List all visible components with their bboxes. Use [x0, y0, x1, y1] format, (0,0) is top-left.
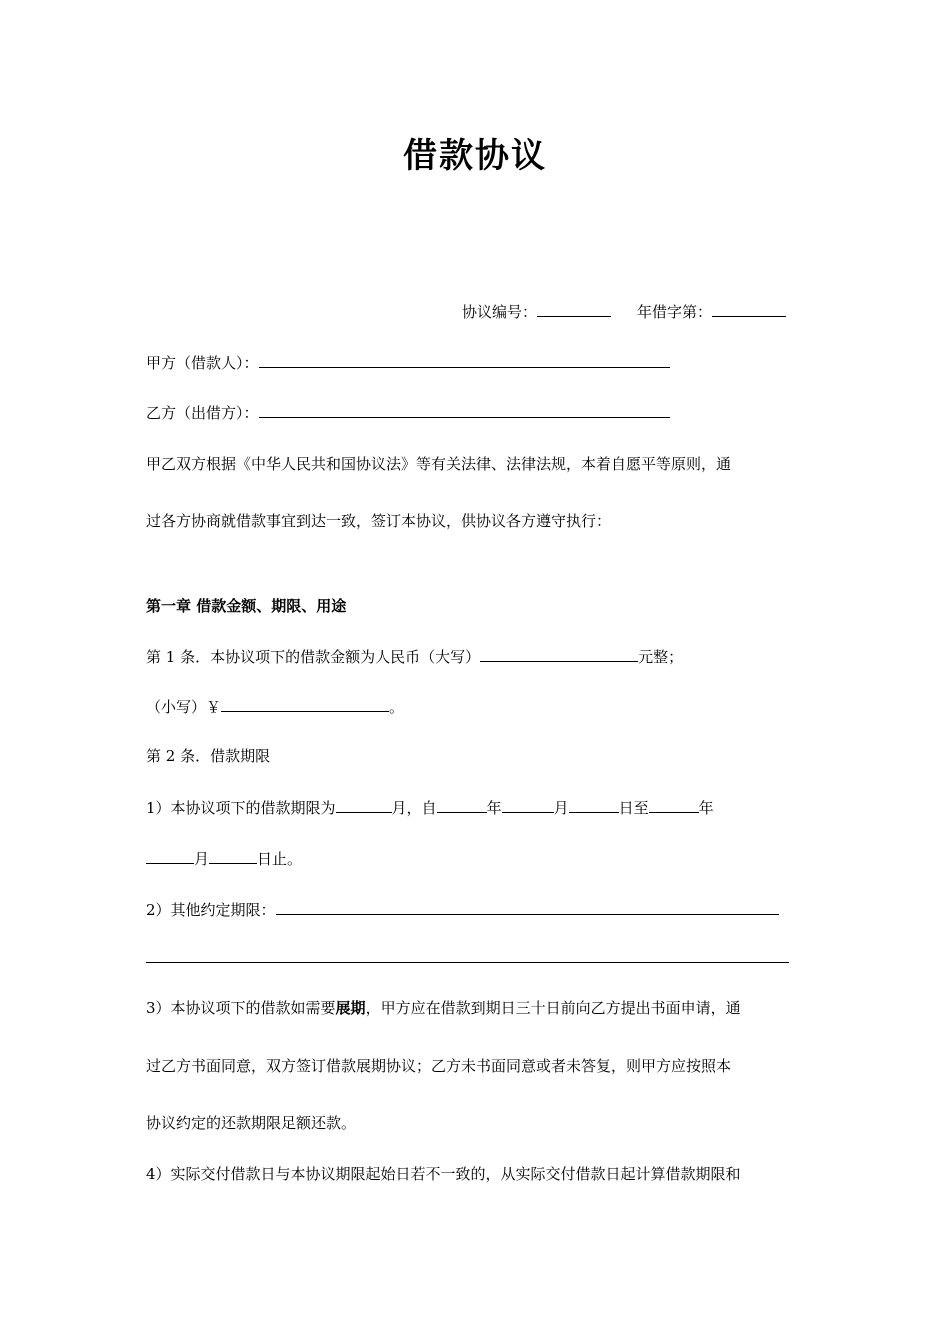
article-1-prefix: 第 1 条．本协议项下的借款金额为人民币（大写） [146, 648, 481, 666]
party-a-label: 甲方（借款人）： [146, 354, 259, 372]
small-amount-prefix: （小写）￥ [146, 698, 222, 716]
article-1-suffix: 元整； [638, 648, 684, 666]
item-3-text-b: ，甲方应在借款到期日三十日前向乙方提出书面申请，通 [365, 999, 741, 1017]
agreement-number-label: 协议编号： [462, 303, 538, 321]
article-2-item-3-line-1 [146, 998, 741, 1018]
article-1-amount-row [146, 646, 683, 667]
party-a-blank[interactable] [259, 352, 670, 368]
party-a-row [146, 352, 670, 373]
item-3-bold-term: 展期 [335, 999, 366, 1017]
amount-small-blank[interactable] [221, 696, 389, 712]
intro-line-1: 甲乙双方根据《中华人民共和国协议法》等有关法律、法律法规，本着自愿平等原则，通 [146, 455, 732, 473]
article-2-title: 第 2 条．借款期限 [146, 747, 271, 765]
term-text-2: 月，自 [391, 799, 437, 817]
end-day-blank[interactable] [209, 848, 257, 864]
term-months-blank[interactable] [336, 797, 392, 813]
document-title: 借款协议 [403, 136, 547, 176]
amount-capital-blank[interactable] [480, 646, 638, 662]
term-text-8: 日止。 [257, 850, 303, 868]
other-term-label: 2）其他约定期限： [146, 901, 276, 919]
start-month-blank[interactable] [502, 797, 554, 813]
end-month-blank[interactable] [146, 848, 194, 864]
article-2-item-3-line-3: 协议约定的还款期限足额还款。 [146, 1114, 357, 1132]
small-amount-suffix: 。 [389, 698, 405, 716]
term-text-3: 年 [486, 799, 502, 817]
other-term-blank-line-2[interactable] [146, 962, 789, 963]
intro-line-2: 过各方协商就借款事宜到达一致，签订本协议，供协议各方遵守执行： [146, 512, 612, 530]
party-b-row [146, 402, 670, 423]
agreement-number-row [462, 301, 786, 322]
item-3-text-a: 3）本协议项下的借款如需要 [146, 999, 336, 1017]
start-year-blank[interactable] [437, 797, 487, 813]
start-day-blank[interactable] [569, 797, 619, 813]
article-2-item-3-line-2: 过乙方书面同意，双方签订借款展期协议；乙方未书面同意或者未答复，则甲方应按照本 [146, 1057, 732, 1075]
term-text-5: 日至 [618, 799, 649, 817]
article-2-item-4-line-1: 4）实际交付借款日与本协议期限起始日若不一致的，从实际交付借款日起计算借款期限和 [146, 1165, 741, 1183]
article-1-small-amount-row [146, 696, 404, 717]
article-2-item-1-continued [146, 848, 302, 869]
other-term-blank[interactable] [276, 899, 779, 915]
party-b-label: 乙方（出借方）： [146, 404, 259, 422]
year-number-label: 年借字第： [637, 303, 713, 321]
term-text-4: 月 [553, 799, 569, 817]
article-2-item-1-row [146, 797, 714, 818]
party-b-blank[interactable] [259, 402, 670, 418]
year-number-blank[interactable] [712, 301, 786, 317]
end-year-blank[interactable] [649, 797, 699, 813]
agreement-number-blank[interactable] [537, 301, 611, 317]
article-2-item-2-row [146, 899, 779, 920]
term-text-7: 月 [194, 850, 210, 868]
term-text-6: 年 [698, 799, 714, 817]
chapter-1-heading: 第一章 借款金额、期限、用途 [146, 597, 347, 615]
term-text-1: 1）本协议项下的借款期限为 [146, 799, 336, 817]
